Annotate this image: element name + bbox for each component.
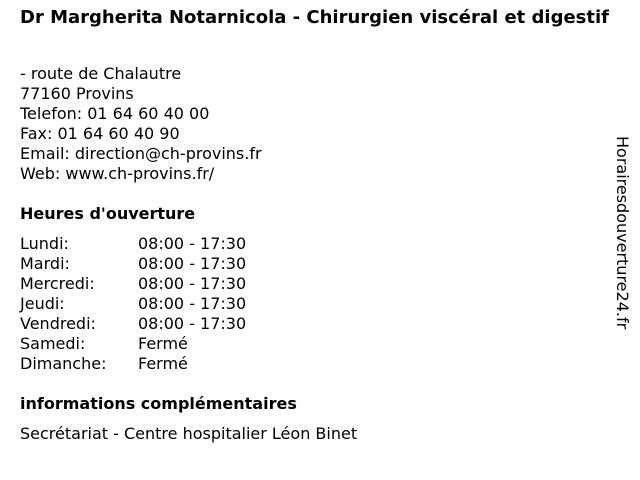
side-watermark: Horairesdouverture24.fr [613, 136, 632, 330]
hours-heading: Heures d'ouverture [20, 204, 196, 223]
day-label: Vendredi: [20, 314, 96, 333]
email-address: Email: direction@ch-provins.fr [20, 144, 262, 163]
page-title: Dr Margherita Notarnicola - Chirurgien viscéral et digestif [20, 7, 609, 28]
day-label: Samedi: [20, 334, 86, 353]
website: Web: www.ch-provins.fr/ [20, 164, 215, 183]
time-value: 08:00 - 17:30 [138, 294, 247, 313]
time-value: 08:00 - 17:30 [138, 274, 247, 293]
phone-number: Telefon: 01 64 60 40 00 [20, 104, 210, 123]
day-label: Mercredi: [20, 274, 95, 293]
day-label: Lundi: [20, 234, 69, 253]
opening-hours-table [20, 234, 246, 374]
time-value: 08:00 - 17:30 [138, 234, 247, 253]
hours-row [20, 274, 246, 294]
time-value: Fermé [138, 354, 188, 373]
time-value: 08:00 - 17:30 [138, 314, 247, 333]
address-block [20, 64, 262, 184]
fax-number: Fax: 01 64 60 40 90 [20, 124, 180, 143]
day-label: Jeudi: [20, 294, 65, 313]
hours-row [20, 234, 246, 254]
postal-city: 77160 Provins [20, 84, 134, 103]
street-address: - route de Chalautre [20, 64, 182, 83]
time-value: 08:00 - 17:30 [138, 254, 247, 273]
info-text: Secrétariat - Centre hospitalier Léon Binet [20, 424, 358, 443]
hours-row [20, 334, 246, 354]
day-label: Dimanche: [20, 354, 107, 373]
hours-row [20, 294, 246, 314]
hours-row [20, 254, 246, 274]
day-label: Mardi: [20, 254, 70, 273]
time-value: Fermé [138, 334, 188, 353]
info-heading: informations complémentaires [20, 394, 297, 413]
hours-row [20, 314, 246, 334]
hours-row [20, 354, 246, 374]
